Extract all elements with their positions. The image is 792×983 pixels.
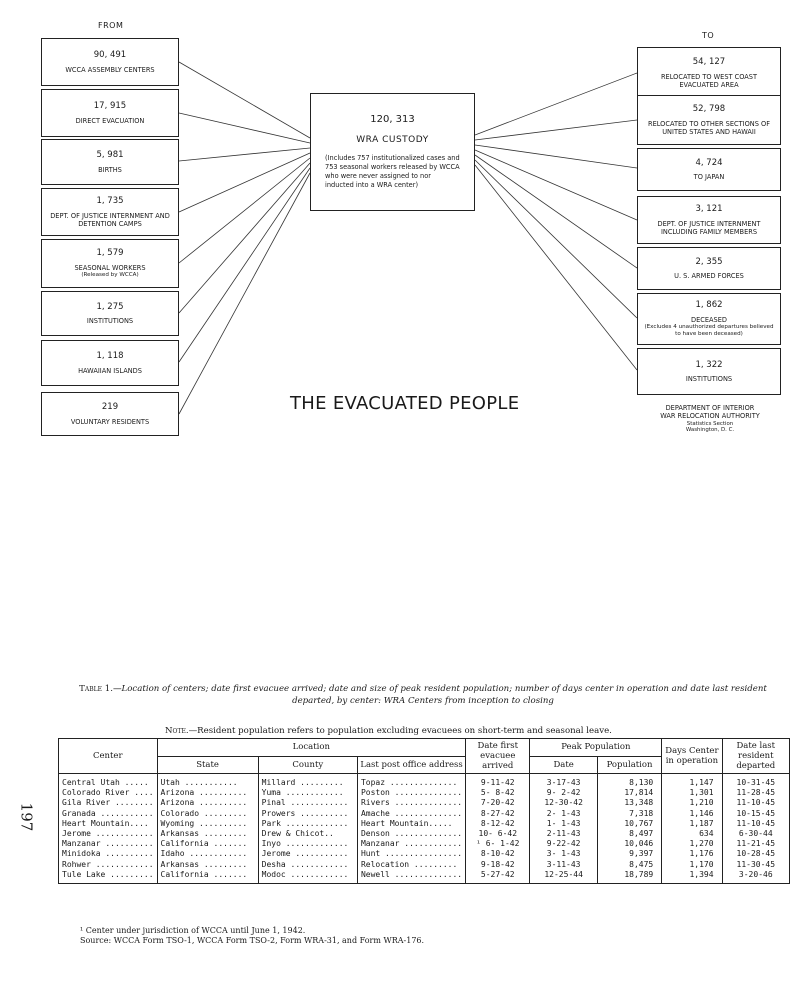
cell-post-office: Rivers .............. — [357, 798, 465, 808]
caption-text: —Location of centers; date first evacuee arrived; date and size of peak resident population; number of days center in operation and date last resident departed, by center: WRA Centers from inception to closing — [112, 684, 767, 706]
cell-county: Jerome ........... — [258, 849, 357, 859]
cell-post-office: Amache .............. — [357, 809, 465, 819]
source-value: 5, 981 — [96, 150, 124, 161]
cell-post-office: Topaz .............. — [357, 774, 465, 789]
table-row — [59, 860, 790, 870]
note-text: —Resident population refers to population excluding evacuees on short-term and seasonal leave. — [188, 726, 612, 736]
source-box — [41, 291, 179, 336]
cell-peak-population: 10,767 — [597, 819, 661, 829]
cell-peak-date: 1- 1-43 — [530, 819, 597, 829]
cell-county: Drew & Chicot.. — [258, 829, 357, 839]
source-label: HAWAIIAN ISLANDS — [78, 366, 142, 375]
header-days: Days Center in operation — [662, 739, 722, 774]
destination-box — [637, 196, 781, 244]
cell-county: Yuma ............ — [258, 788, 357, 798]
cell-days: 634 — [662, 829, 722, 839]
destination-box — [637, 148, 781, 191]
cell-date-last: 11-10-45 — [722, 798, 789, 808]
cell-center: Heart Mountain.... — [59, 819, 158, 829]
table-row — [59, 829, 790, 839]
destination-box — [637, 348, 781, 395]
source-box — [41, 340, 179, 386]
source-note: Source: WCCA Form TSO-1, WCCA Form TSO-2, Form WRA-31, and Form WRA-176. — [80, 936, 425, 946]
cell-post-office: Heart Mountain..... — [357, 819, 465, 829]
table-row — [59, 849, 790, 859]
cell-state: California ....... — [157, 839, 258, 849]
destination-label: RELOCATED TO OTHER SECTIONS OF UNITED STATES AND HAWAII — [648, 119, 770, 136]
table-row — [59, 798, 790, 808]
destination-label: RELOCATED TO WEST COAST EVACUATED AREA — [660, 72, 758, 89]
destination-value: 4, 724 — [695, 157, 723, 168]
cell-date-last: 6-30-44 — [722, 829, 789, 839]
cell-date-last: 3-20-46 — [722, 870, 789, 884]
cell-peak-date: 3-17-43 — [530, 774, 597, 789]
cell-peak-population: 8,497 — [597, 829, 661, 839]
cell-state: Arizona .......... — [157, 798, 258, 808]
note-lead: Note. — [165, 726, 189, 736]
cell-peak-population: 8,475 — [597, 860, 661, 870]
source-box — [41, 188, 179, 236]
cell-post-office: Newell .............. — [357, 870, 465, 884]
cell-state: Idaho ............ — [157, 849, 258, 859]
source-box — [41, 139, 179, 185]
cell-peak-date: 9-22-42 — [530, 839, 597, 849]
cell-county: Park ............. — [258, 819, 357, 829]
cell-peak-date: 3- 1-43 — [530, 849, 597, 859]
destination-value: 2, 355 — [695, 256, 723, 267]
cell-days: 1,270 — [662, 839, 722, 849]
cell-date-first: 7-20-42 — [466, 798, 530, 808]
header-county: County — [258, 756, 357, 774]
destination-box — [637, 95, 781, 145]
destination-value: 1, 862 — [695, 300, 723, 311]
cell-center: Rohwer ............ — [59, 860, 158, 870]
cell-county: Modoc ............ — [258, 870, 357, 884]
cell-county: Inyo ............. — [258, 839, 357, 849]
table-row — [59, 774, 790, 789]
header-peak: Peak Population — [530, 739, 662, 757]
table-footnotes — [80, 926, 424, 947]
cell-date-last: 11-10-45 — [722, 819, 789, 829]
cell-post-office: Relocation ......... — [357, 860, 465, 870]
destination-value: 52, 798 — [692, 103, 726, 114]
cell-peak-date: 2-11-43 — [530, 829, 597, 839]
destination-label: U. S. ARMED FORCES — [674, 272, 744, 281]
cell-date-first: 10- 6-42 — [466, 829, 530, 839]
header-center: Center — [59, 739, 158, 774]
cell-days: 1,147 — [662, 774, 722, 789]
source-value: 1, 735 — [96, 195, 124, 206]
cell-days: 1,170 — [662, 860, 722, 870]
credit-line: DEPARTMENT OF INTERIOR — [665, 404, 755, 412]
source-label: DEPT. OF JUSTICE INTERNMENT AND DETENTION CAMPS — [50, 211, 170, 228]
chart-title: THE EVACUATED PEOPLE — [290, 393, 520, 414]
source-label: VOLUNTARY RESIDENTS — [70, 417, 150, 426]
cell-state: Arkansas ......... — [157, 829, 258, 839]
page-number: 197 — [17, 802, 36, 832]
cell-date-first: 9-18-42 — [466, 860, 530, 870]
cell-date-last: 10-28-45 — [722, 849, 789, 859]
header-location: Location — [157, 739, 466, 757]
caption-lead: Table 1. — [79, 684, 113, 694]
cell-center: Minidoka .......... — [59, 849, 158, 859]
cell-peak-date: 12-30-42 — [530, 798, 597, 808]
destination-label: INSTITUTIONS — [685, 375, 733, 384]
cell-center: Central Utah ..... — [59, 774, 158, 789]
destination-value: 1, 322 — [695, 359, 723, 370]
cell-state: Wyoming .......... — [157, 819, 258, 829]
destination-sublabel: (Excludes 4 unauthorized departures believed to have been deceased) — [644, 323, 774, 337]
cell-peak-date: 9- 2-42 — [530, 788, 597, 798]
source-value: 17, 915 — [93, 101, 127, 112]
cell-days: 1,176 — [662, 849, 722, 859]
cell-center: Colorado River .... — [59, 788, 158, 798]
cell-date-last: 10-31-45 — [722, 774, 789, 789]
cell-center: Gila River ........ — [59, 798, 158, 808]
cell-state: California ....... — [157, 870, 258, 884]
source-label: INSTITUTIONS — [86, 317, 134, 326]
cell-center: Tule Lake ......... — [59, 870, 158, 884]
cell-days: 1,210 — [662, 798, 722, 808]
table-caption — [58, 684, 788, 707]
source-box — [41, 239, 179, 288]
cell-peak-population: 18,789 — [597, 870, 661, 884]
centers-table — [58, 738, 790, 884]
cell-peak-population: 7,318 — [597, 809, 661, 819]
destination-box — [637, 293, 781, 345]
cell-date-first: ¹ 6- 1-42 — [466, 839, 530, 849]
source-sublabel: (Released by WCCA) — [81, 271, 139, 278]
source-label: SEASONAL WORKERS — [74, 263, 146, 272]
cell-state: Arkansas ......... — [157, 860, 258, 870]
cell-center: Granada ........... — [59, 809, 158, 819]
cell-date-last: 11-28-45 — [722, 788, 789, 798]
cell-date-last: 11-30-45 — [722, 860, 789, 870]
cell-date-first: 8-27-42 — [466, 809, 530, 819]
credit-line: WAR RELOCATION AUTHORITY — [660, 411, 760, 420]
header-date-first: Date first evacuee arrived — [466, 739, 530, 774]
credit-line: Washington, D. C. — [685, 427, 735, 434]
header-state: State — [157, 756, 258, 774]
cell-peak-population: 10,046 — [597, 839, 661, 849]
source-value: 90, 491 — [93, 50, 127, 61]
table-row — [59, 809, 790, 819]
cell-peak-date: 12-25-44 — [530, 870, 597, 884]
cell-center: Jerome ............ — [59, 829, 158, 839]
cell-date-first: 5- 8-42 — [466, 788, 530, 798]
cell-date-last: 10-15-45 — [722, 809, 789, 819]
cell-date-first: 9-11-42 — [466, 774, 530, 789]
cell-county: Pinal ............ — [258, 798, 357, 808]
cell-date-first: 5-27-42 — [466, 870, 530, 884]
cell-days: 1,187 — [662, 819, 722, 829]
source-value: 219 — [101, 402, 119, 413]
destination-box — [637, 247, 781, 290]
destination-label: DECEASED — [691, 315, 727, 324]
header-date-last: Date last resident departed — [722, 739, 789, 774]
cell-peak-date: 3-11-43 — [530, 860, 597, 870]
cell-days: 1,301 — [662, 788, 722, 798]
cell-post-office: Hunt ................ — [357, 849, 465, 859]
custody-value: 120, 313 — [370, 114, 415, 126]
cell-peak-population: 8,130 — [597, 774, 661, 789]
cell-peak-date: 2- 1-43 — [530, 809, 597, 819]
cell-date-last: 11-21-45 — [722, 839, 789, 849]
destination-value: 3, 121 — [695, 203, 723, 214]
source-box — [41, 89, 179, 137]
source-label: WCCA ASSEMBLY CENTERS — [65, 65, 155, 74]
cell-state: Colorado ......... — [157, 809, 258, 819]
source-label: DIRECT EVACUATION — [75, 116, 145, 125]
cell-county: Prowers .......... — [258, 809, 357, 819]
header-post-office: Last post office address — [357, 756, 465, 774]
cell-date-first: 8-10-42 — [466, 849, 530, 859]
header-peak-population: Population — [597, 756, 661, 774]
destination-label: TO JAPAN — [693, 173, 725, 182]
destination-label: DEPT. OF JUSTICE INTERNMENT INCLUDING FAMILY MEMBERS — [657, 219, 761, 236]
destination-value: 54, 127 — [692, 56, 726, 67]
cell-county: Desha ............ — [258, 860, 357, 870]
cell-post-office: Poston .............. — [357, 788, 465, 798]
custody-label: WRA CUSTODY — [356, 134, 429, 145]
credit-line: Statistics Section — [686, 420, 734, 427]
source-value: 1, 579 — [96, 248, 124, 259]
source-value: 1, 275 — [96, 301, 124, 312]
table-note — [165, 726, 612, 736]
cell-days: 1,394 — [662, 870, 722, 884]
to-header: TO — [702, 31, 715, 40]
cell-peak-population: 9,397 — [597, 849, 661, 859]
cell-post-office: Manzanar ............ — [357, 839, 465, 849]
table-row — [59, 788, 790, 798]
cell-state: Utah ........... — [157, 774, 258, 789]
cell-peak-population: 13,348 — [597, 798, 661, 808]
source-label: BIRTHS — [98, 165, 122, 174]
source-box — [41, 38, 179, 86]
cell-date-first: 8-12-42 — [466, 819, 530, 829]
cell-peak-population: 17,814 — [597, 788, 661, 798]
source-box — [41, 392, 179, 436]
source-value: 1, 118 — [96, 351, 124, 362]
header-peak-date: Date — [530, 756, 597, 774]
cell-state: Arizona .......... — [157, 788, 258, 798]
cell-center: Manzanar .......... — [59, 839, 158, 849]
table-row — [59, 839, 790, 849]
wra-custody-box — [310, 93, 475, 211]
cell-county: Millard ......... — [258, 774, 357, 789]
agency-credit — [640, 405, 780, 434]
custody-note: (Includes 757 institutionalized cases and 753 seasonal workers released by WCCA who were never assigned to nor inducted into a WRA center) — [325, 154, 460, 189]
table-row — [59, 819, 790, 829]
table-body — [59, 774, 790, 884]
from-header: FROM — [98, 21, 124, 30]
footnote: ¹ Center under jurisdiction of WCCA until June 1, 1942. — [80, 926, 306, 935]
table-row — [59, 870, 790, 884]
destination-box — [637, 47, 781, 99]
cell-post-office: Denson .............. — [357, 829, 465, 839]
cell-days: 1,146 — [662, 809, 722, 819]
